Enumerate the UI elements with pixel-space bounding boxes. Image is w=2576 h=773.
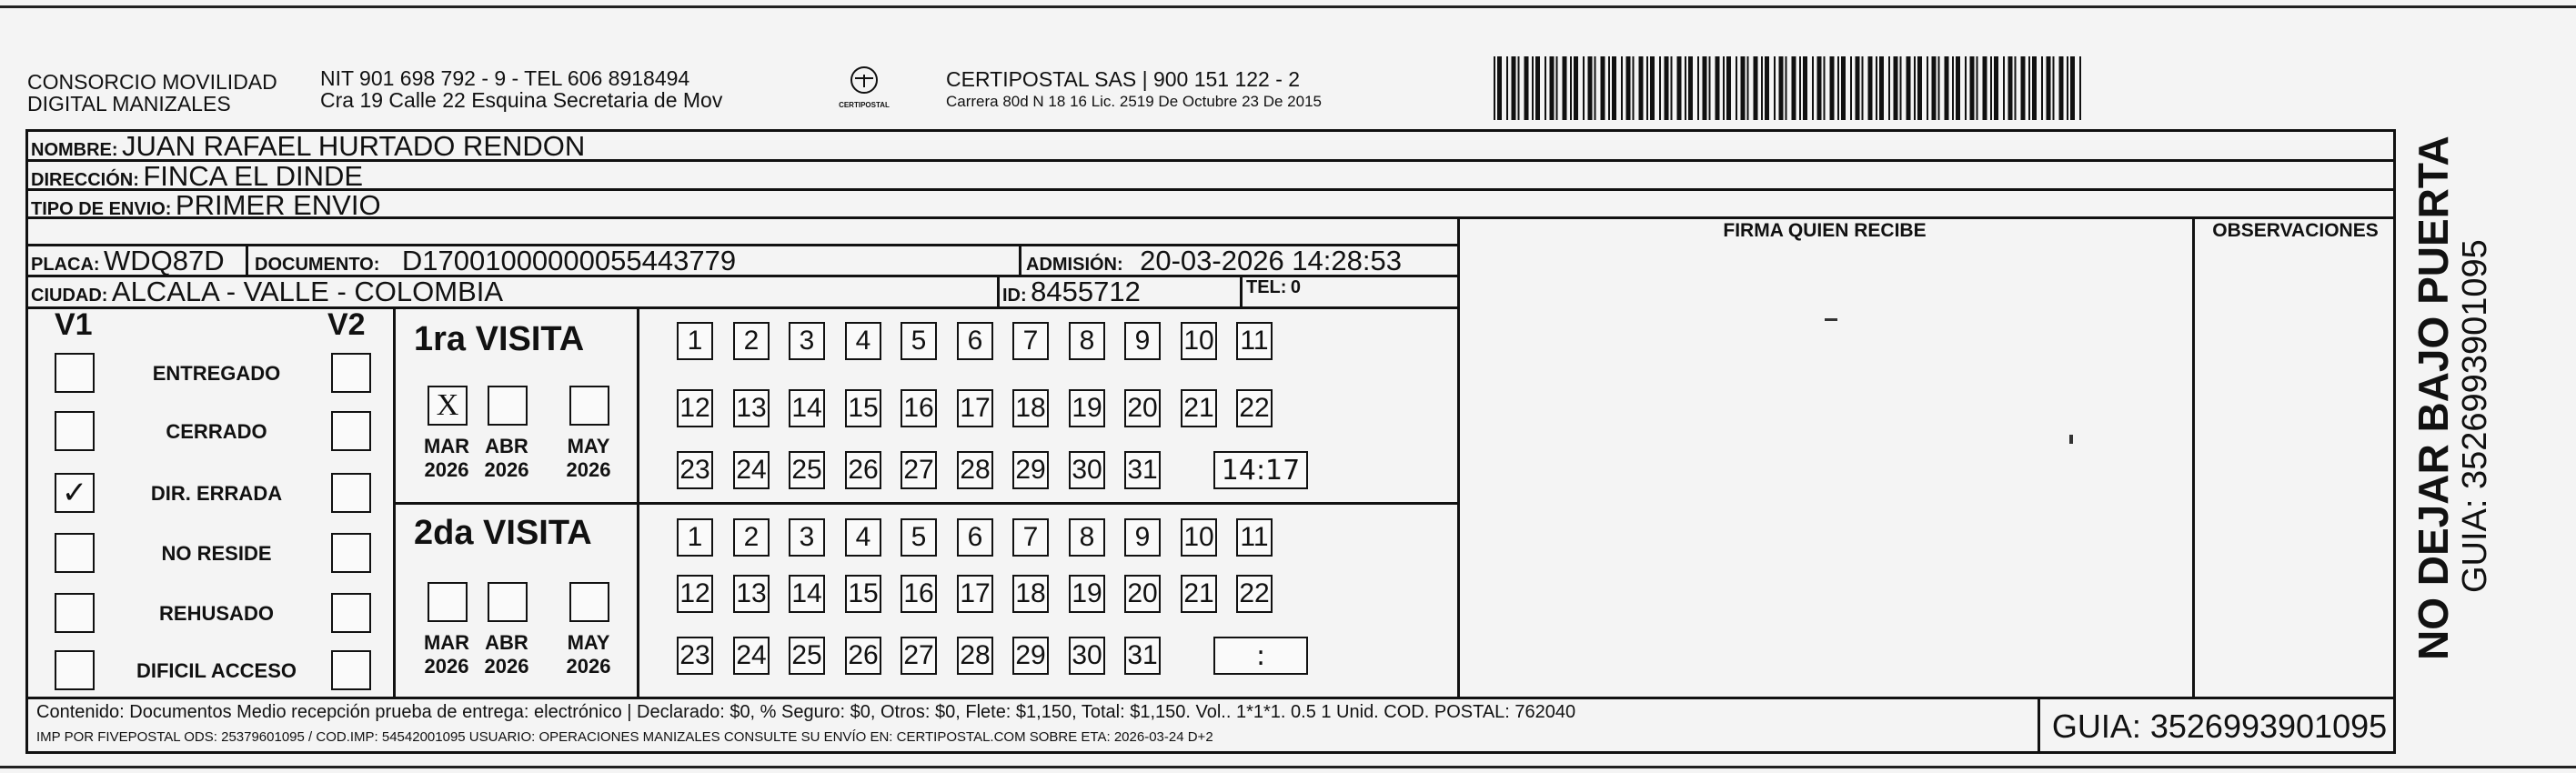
day-cell[interactable]: 20 xyxy=(1124,575,1161,613)
month-checkbox[interactable] xyxy=(428,582,468,622)
month-label xyxy=(477,435,537,482)
day-cell[interactable]: 15 xyxy=(845,389,881,427)
footer-guia: GUIA: 3526993901095 xyxy=(2051,708,2388,745)
day-cell[interactable]: 26 xyxy=(845,637,881,675)
col-line xyxy=(1240,275,1243,306)
barcode-bar xyxy=(1786,56,1787,120)
day-cell[interactable]: 3 xyxy=(789,322,825,360)
day-cell[interactable]: 18 xyxy=(1012,389,1049,427)
barcode-bar xyxy=(1907,56,1911,120)
v1-checkbox[interactable] xyxy=(55,353,95,393)
time-cell[interactable]: : xyxy=(1213,637,1308,675)
day-cell[interactable]: 27 xyxy=(901,451,937,489)
barcode-bar xyxy=(1817,56,1822,120)
tel-value: 0 xyxy=(1290,277,1302,297)
month-label xyxy=(558,435,619,482)
ciudad-value: ALCALA - VALLE - COLOMBIA xyxy=(111,276,504,307)
tipo-envio-row xyxy=(31,189,381,222)
row-line xyxy=(25,697,2396,699)
day-cell[interactable]: 30 xyxy=(1069,451,1105,489)
ciudad-label: CIUDAD: xyxy=(31,286,108,306)
carrier-info xyxy=(946,67,1322,113)
day-cell[interactable]: 11 xyxy=(1236,322,1273,360)
admision-label: ADMISIÓN: xyxy=(1026,255,1123,275)
barcode-bar xyxy=(1497,56,1502,120)
v2-checkbox[interactable] xyxy=(331,650,371,690)
company-line-2: DIGITAL MANIZALES xyxy=(27,92,231,115)
barcode-bar xyxy=(1494,56,1495,120)
barcode-bar xyxy=(1563,56,1567,120)
barcode-bar xyxy=(1977,56,1978,120)
day-cell[interactable]: 24 xyxy=(733,451,770,489)
documento-value: D17001000000055443779 xyxy=(401,245,737,276)
col-line xyxy=(246,244,248,275)
barcode-bar xyxy=(1506,56,1508,120)
month-label xyxy=(417,435,477,482)
barcode-bar xyxy=(1703,56,1707,120)
day-cell[interactable]: 7 xyxy=(1012,518,1049,557)
barcode-bar xyxy=(1917,56,1922,120)
month-checkbox[interactable] xyxy=(569,582,609,622)
barcode-bar xyxy=(1612,56,1616,120)
v1-checkbox[interactable] xyxy=(55,411,95,451)
day-cell[interactable]: 8 xyxy=(1069,322,1105,360)
v2-checkbox[interactable] xyxy=(331,411,371,451)
day-cell[interactable]: 22 xyxy=(1236,575,1273,613)
direccion-row xyxy=(31,160,363,193)
documento-field xyxy=(255,245,736,277)
barcode-bar xyxy=(1990,56,1992,120)
month-label xyxy=(558,631,619,678)
v1-checkbox[interactable] xyxy=(55,650,95,690)
day-cell[interactable]: 16 xyxy=(901,389,937,427)
barcode-bar xyxy=(1709,56,1711,120)
company-nit xyxy=(320,67,722,111)
barcode-bar xyxy=(1927,56,1928,120)
barcode-bar xyxy=(2079,56,2081,120)
month-year: 2026 xyxy=(484,458,529,481)
barcode-bar xyxy=(1716,56,1720,120)
barcode-bar xyxy=(1595,56,1596,120)
nombre-label: NOMBRE: xyxy=(31,140,118,160)
day-cell[interactable]: 12 xyxy=(677,389,713,427)
barcode-bar xyxy=(1938,56,1940,120)
day-cell[interactable]: 8 xyxy=(1069,518,1105,557)
bottom-edge-line xyxy=(0,766,2576,768)
day-cell[interactable]: 28 xyxy=(957,451,993,489)
barcode-bar xyxy=(1723,56,1725,120)
barcode-bar xyxy=(1932,56,1937,120)
month-label xyxy=(417,631,477,678)
documento-label: DOCUMENTO: xyxy=(255,255,380,275)
barcode-bar xyxy=(2015,56,2017,120)
v2-label: V2 xyxy=(327,307,366,342)
barcode-bar xyxy=(1983,56,1987,120)
barcode-bar xyxy=(1545,56,1546,120)
col-line xyxy=(2038,697,2040,754)
barcode-bar xyxy=(1856,56,1860,120)
v2-checkbox[interactable] xyxy=(331,473,371,513)
barcode xyxy=(1494,56,2085,120)
barcode-bar xyxy=(2059,56,2064,120)
status-label: DIR. ERRADA xyxy=(150,482,283,505)
barcode-bar xyxy=(1601,56,1605,120)
day-cell[interactable]: 9 xyxy=(1124,322,1161,360)
barcode-bar xyxy=(2067,56,2068,120)
month-checkbox[interactable] xyxy=(488,386,528,426)
day-cell[interactable]: 26 xyxy=(845,451,881,489)
barcode-bar xyxy=(1824,56,1826,120)
day-cell[interactable]: 11 xyxy=(1236,518,1273,557)
tel-field xyxy=(1246,277,1301,298)
placa-field xyxy=(31,245,225,277)
barcode-bar xyxy=(1792,56,1796,120)
footer-contenido: Contenido: Documentos Medio recepción prueba de entrega: electrónico | Declarado: $0, % Seguro: $0, Otros: $0, Flete: $1,150, Total: $1,150. Vol.. 1*1*1. 0.5 1 Unid. COD. POSTAL: 762040 xyxy=(36,702,1576,722)
ciudad-field xyxy=(31,276,503,308)
barcode-bar xyxy=(2053,56,2055,120)
nit-line-1: NIT 901 698 792 - 9 - TEL 606 8918494 xyxy=(320,66,690,90)
barcode-bar xyxy=(1799,56,1801,120)
barcode-bar xyxy=(1677,56,1682,120)
visit1-title: 1ra VISITA xyxy=(414,320,585,358)
barcode-bar xyxy=(1741,56,1746,120)
side-warning: NO DEJAR BAJO PUERTA xyxy=(2410,136,2457,660)
placa-label: PLACA: xyxy=(31,255,100,275)
month-year: 2026 xyxy=(424,655,469,678)
day-cell[interactable]: 6 xyxy=(957,322,993,360)
logo-text: CERTIPOSTAL xyxy=(839,101,890,109)
day-cell[interactable]: 20 xyxy=(1124,389,1161,427)
row-line xyxy=(25,188,2396,191)
company-name xyxy=(27,71,277,115)
barcode-bar xyxy=(1588,56,1593,120)
barcode-bar xyxy=(1841,56,1846,120)
direccion-label: DIRECCIÓN: xyxy=(31,170,139,190)
month-label xyxy=(477,631,537,678)
month-mark: X xyxy=(436,388,459,422)
day-cell[interactable]: 29 xyxy=(1012,637,1049,675)
status-label: CERRADO xyxy=(166,420,267,443)
status-label: NO RESIDE xyxy=(161,542,272,565)
day-cell[interactable]: 25 xyxy=(789,451,825,489)
month-name: MAY xyxy=(567,435,610,457)
day-cell[interactable]: 4 xyxy=(845,518,881,557)
barcode-bar xyxy=(1665,56,1669,120)
day-cell[interactable]: 21 xyxy=(1181,575,1217,613)
day-cell[interactable]: 13 xyxy=(733,389,770,427)
certipostal-logo xyxy=(837,65,891,109)
day-cell[interactable]: 31 xyxy=(1124,451,1161,489)
barcode-bar xyxy=(1765,56,1769,120)
barcode-bar xyxy=(1956,56,1960,120)
barcode-bar xyxy=(1633,56,1635,120)
status-label: REHUSADO xyxy=(159,602,274,625)
barcode-bar xyxy=(1736,56,1737,120)
v1-label: V1 xyxy=(55,307,93,342)
day-cell[interactable]: 21 xyxy=(1181,389,1217,427)
day-cell[interactable]: 2 xyxy=(733,322,770,360)
barcode-bar xyxy=(1671,56,1673,120)
barcode-bar xyxy=(1837,56,1839,120)
month-year: 2026 xyxy=(566,655,611,678)
month-year: 2026 xyxy=(484,655,529,678)
nombre-value: JUAN RAFAEL HURTADO RENDON xyxy=(122,130,586,162)
day-cell[interactable]: 12 xyxy=(677,575,713,613)
barcode-bar xyxy=(1621,56,1623,120)
day-cell[interactable]: 29 xyxy=(1012,451,1049,489)
v1-checkbox[interactable] xyxy=(55,533,95,573)
barcode-bar xyxy=(2003,56,2005,120)
barcode-bar xyxy=(1524,56,1529,120)
placa-value: WDQ87D xyxy=(104,245,225,276)
barcode-bar xyxy=(1754,56,1758,120)
day-cell[interactable]: 5 xyxy=(901,518,937,557)
barcode-bar xyxy=(1945,56,1949,120)
month-checkbox[interactable] xyxy=(488,582,528,622)
day-cell[interactable]: 13 xyxy=(733,575,770,613)
month-name: ABR xyxy=(485,435,528,457)
barcode-bar xyxy=(1697,56,1699,120)
status-label: ENTREGADO xyxy=(152,362,281,385)
barcode-bar xyxy=(1812,56,1814,120)
day-cell[interactable]: 10 xyxy=(1181,322,1217,360)
barcode-bar xyxy=(1626,56,1631,120)
barcode-bar xyxy=(2008,56,2013,120)
day-cell[interactable]: 19 xyxy=(1069,389,1105,427)
barcode-bar xyxy=(1774,56,1776,120)
nit-line-2: Cra 19 Calle 22 Esquina Secretaria de Mov xyxy=(320,88,723,112)
month-name: MAY xyxy=(567,631,610,654)
direccion-value: FINCA EL DINDE xyxy=(143,160,364,192)
barcode-bar xyxy=(1994,56,1998,120)
col-line xyxy=(1457,216,1460,697)
day-cell[interactable]: 19 xyxy=(1069,575,1105,613)
barcode-bar xyxy=(1914,56,1916,120)
day-cell[interactable]: 1 xyxy=(677,322,713,360)
barcode-bar xyxy=(1952,56,1954,120)
barcode-bar xyxy=(1659,56,1661,120)
barcode-bar xyxy=(1556,56,1558,120)
barcode-bar xyxy=(1608,56,1610,120)
barcode-bar xyxy=(2032,56,2037,120)
tipo-envio-label: TIPO DE ENVIO: xyxy=(31,199,172,219)
barcode-bar xyxy=(1639,56,1644,120)
month-name: ABR xyxy=(485,631,528,654)
v2-checkbox[interactable] xyxy=(331,593,371,633)
day-cell[interactable]: 3 xyxy=(789,518,825,557)
day-cell[interactable]: 5 xyxy=(901,322,937,360)
col-line xyxy=(2192,216,2195,697)
v1-checkbox[interactable] xyxy=(55,593,95,633)
day-cell[interactable]: 27 xyxy=(901,637,937,675)
day-cell[interactable]: 6 xyxy=(957,518,993,557)
v1-checkbox[interactable] xyxy=(55,473,95,513)
v1-check-mark: ✓ xyxy=(61,475,88,511)
barcode-bar xyxy=(1803,56,1807,120)
col-line xyxy=(997,275,1000,306)
tipo-envio-value: PRIMER ENVIO xyxy=(175,189,381,221)
barcode-bar xyxy=(1646,56,1648,120)
certipostal-logo-icon xyxy=(848,65,880,96)
barcode-bar xyxy=(1535,56,1540,120)
visit2-title: 2da VISITA xyxy=(414,514,592,552)
barcode-bar xyxy=(1726,56,1731,120)
side-guia: GUIA: 3526993901095 xyxy=(2456,239,2494,593)
barcode-bar xyxy=(1779,56,1784,120)
admision-value: 20-03-2026 14:28:53 xyxy=(1140,245,1402,276)
day-cell[interactable]: 9 xyxy=(1124,518,1161,557)
day-cell[interactable]: 17 xyxy=(957,389,993,427)
month-name: MAR xyxy=(423,435,470,457)
barcode-bar xyxy=(1850,56,1852,120)
barcode-bar xyxy=(1688,56,1693,120)
month-name: MAR xyxy=(423,631,470,654)
tel-label: TEL: xyxy=(1246,277,1287,297)
col-line xyxy=(1019,244,1021,275)
id-field xyxy=(1002,276,1141,308)
barcode-bar xyxy=(2041,56,2043,120)
barcode-bar xyxy=(1570,56,1572,120)
barcode-bar xyxy=(1965,56,1967,120)
barcode-bar xyxy=(1532,56,1534,120)
admision-field xyxy=(1026,245,1402,277)
carrier-line-1: CERTIPOSTAL SAS | 900 151 122 - 2 xyxy=(946,67,1301,91)
month-year: 2026 xyxy=(424,458,469,481)
day-cell[interactable]: 31 xyxy=(1124,637,1161,675)
day-cell[interactable]: 15 xyxy=(845,575,881,613)
nombre-row xyxy=(31,130,585,163)
month-year: 2026 xyxy=(566,458,611,481)
status-label: DIFICIL ACCESO xyxy=(136,659,297,682)
carrier-line-2: Carrera 80d N 18 16 Lic. 2519 De Octubre 23 De 2015 xyxy=(946,93,1322,110)
barcode-bar xyxy=(1550,56,1555,120)
barcode-bar xyxy=(1650,56,1655,120)
v2-checkbox[interactable] xyxy=(331,353,371,393)
day-cell[interactable]: 17 xyxy=(957,575,993,613)
top-edge-line xyxy=(0,5,2576,8)
day-cell[interactable]: 1 xyxy=(677,518,713,557)
scan-speck xyxy=(2069,435,2073,444)
day-cell[interactable]: 30 xyxy=(1069,637,1105,675)
footer-imp: IMP POR FIVEPOSTAL ODS: 25379601095 / COD.IMP: 54542001095 USUARIO: OPERACIONES MANIZALES CONSULTE SU ENVÍO EN: CERTIPOSTAL.COM SOBRE ETA: 2026-03-24 D+2 xyxy=(36,729,1213,745)
time-cell[interactable]: 14:17 xyxy=(1213,451,1308,489)
day-cell[interactable]: 22 xyxy=(1236,389,1273,427)
day-cell[interactable]: 24 xyxy=(733,637,770,675)
observaciones-header: OBSERVACIONES xyxy=(2212,220,2379,241)
scan-speck xyxy=(1825,318,1837,321)
day-cell[interactable]: 23 xyxy=(677,451,713,489)
day-cell[interactable]: 14 xyxy=(789,575,825,613)
barcode-bar xyxy=(1761,56,1763,120)
barcode-bar xyxy=(1830,56,1835,120)
id-value: 8455712 xyxy=(1031,276,1141,307)
day-cell[interactable]: 14 xyxy=(789,389,825,427)
barcode-bar xyxy=(1518,56,1520,120)
day-cell[interactable]: 16 xyxy=(901,575,937,613)
barcode-bar xyxy=(2021,56,2026,120)
barcode-bar xyxy=(1583,56,1585,120)
day-cell[interactable]: 2 xyxy=(733,518,770,557)
barcode-bar xyxy=(1685,56,1686,120)
day-cell[interactable]: 4 xyxy=(845,322,881,360)
barcode-bar xyxy=(1512,56,1516,120)
barcode-bar xyxy=(2047,56,2051,120)
barcode-bar xyxy=(1747,56,1749,120)
barcode-bar xyxy=(2028,56,2030,120)
barcode-bar xyxy=(1900,56,1902,120)
barcode-bar xyxy=(1876,56,1877,120)
id-label: ID: xyxy=(1002,286,1027,306)
month-checkbox[interactable] xyxy=(428,386,468,426)
barcode-bar xyxy=(1894,56,1898,120)
day-cell[interactable]: 28 xyxy=(957,637,993,675)
day-cell[interactable]: 25 xyxy=(789,637,825,675)
firma-header: FIRMA QUIEN RECIBE xyxy=(1723,220,1927,241)
barcode-bar xyxy=(1888,56,1890,120)
company-line-1: CONSORCIO MOVILIDAD xyxy=(27,70,277,94)
day-cell[interactable]: 10 xyxy=(1181,518,1217,557)
day-cell[interactable]: 18 xyxy=(1012,575,1049,613)
day-cell[interactable]: 7 xyxy=(1012,322,1049,360)
row-line xyxy=(393,502,1457,505)
barcode-bar xyxy=(2070,56,2075,120)
barcode-bar xyxy=(1862,56,1864,120)
day-cell[interactable]: 23 xyxy=(677,637,713,675)
v2-checkbox[interactable] xyxy=(331,533,371,573)
month-checkbox[interactable] xyxy=(569,386,609,426)
barcode-bar xyxy=(1868,56,1873,120)
barcode-bar xyxy=(1574,56,1578,120)
barcode-bar xyxy=(1879,56,1884,120)
barcode-bar xyxy=(1970,56,1975,120)
